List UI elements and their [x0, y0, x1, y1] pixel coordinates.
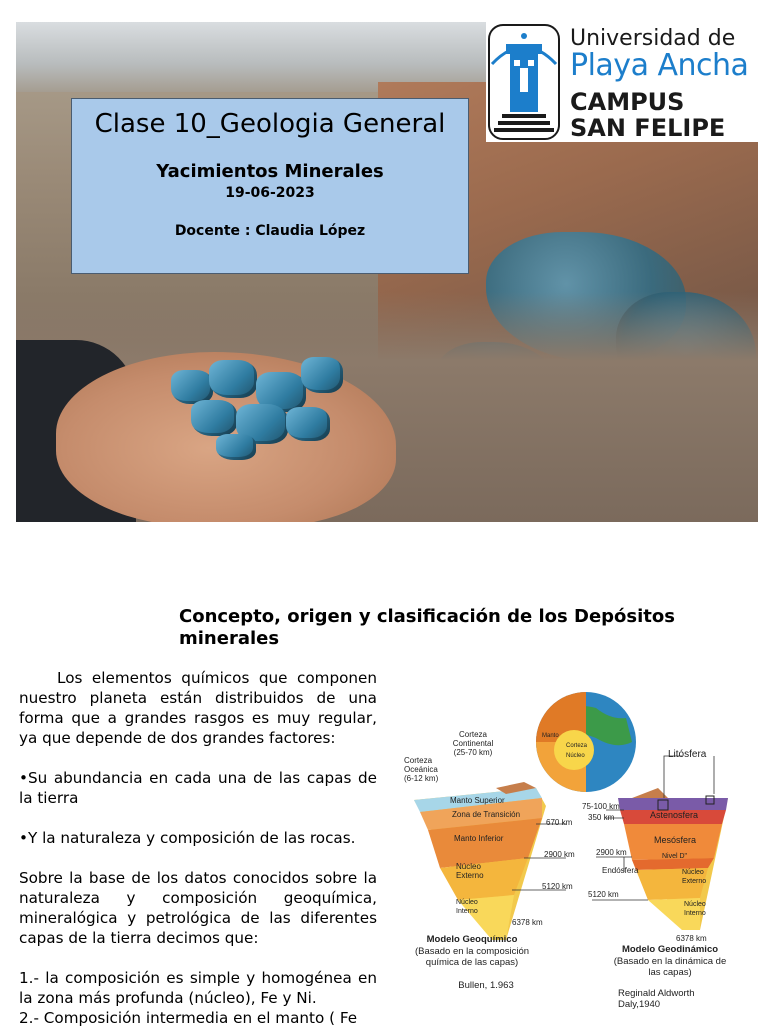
logo-text-line3: CAMPUS [570, 88, 685, 116]
paragraph: •Y la naturaleza y composición de las rocas. [19, 829, 356, 847]
caption-left-author: Bullen, 1.963 [458, 980, 514, 991]
label-350km: 350 km [588, 813, 615, 822]
label-2900km-right: 2900 km [596, 848, 627, 857]
slide-teacher: Docente : Claudia López [174, 223, 366, 239]
logo-text-line2: Playa Ancha [570, 48, 749, 83]
label-manto-superior: Manto Superior [450, 796, 505, 805]
label-5120km-right: 5120 km [588, 890, 619, 899]
label-mesosfera: Mesósfera [654, 835, 697, 845]
paragraph: 1.- la composición es simple y homogénea en la zona más profunda (núcleo), Fe y Ni. [19, 969, 377, 1007]
label-nivel-d: Nivel D" [662, 853, 688, 860]
label-astenosfera: Astenosfera [650, 810, 699, 820]
globe-label-nucleo: Núcleo [566, 753, 585, 759]
logo-text-line1: Universidad de [570, 26, 736, 51]
label-litosfera: Litósfera [668, 749, 707, 760]
label-nucleo-interno-right: Núcleo Interno [684, 901, 706, 917]
label-nucleo-externo: Núcleo Externo [456, 862, 484, 880]
label-corteza-oceanica: Corteza Oceánica (6-12 km) [404, 756, 439, 783]
label-nucleo-interno: Núcleo Interno [456, 899, 478, 915]
label-manto-inferior: Manto Inferior [454, 834, 504, 843]
globe-label-corteza: Corteza [566, 743, 588, 749]
lighthouse-icon [488, 24, 560, 140]
label-6378km-left: 6378 km [512, 918, 543, 927]
slide-subtitle: Yacimientos Minerales [156, 161, 384, 182]
paragraph: 2.- Composición intermedia en el manto ( Fe [19, 1009, 358, 1027]
body-text [19, 668, 377, 1028]
section-heading: Concepto, origen y clasificación de los Depósitos minerales [179, 606, 675, 649]
university-logo [486, 22, 758, 142]
paragraph: •Su abundancia en cada una de las capas de la tierra [19, 769, 377, 807]
slide-date: 19-06-2023 [225, 185, 315, 201]
label-75-100km: 75-100 km [582, 802, 620, 811]
blue-mineral-rocks [161, 352, 351, 462]
caption-right-title: Modelo Geodinámico [621, 944, 719, 955]
slide-title: Clase 10_Geologia General [94, 109, 446, 139]
earth-layers-figure [396, 690, 732, 1020]
paragraph: Sobre la base de los datos conocidos sobre la naturaleza y composición geoquímica, mineralógica y petrológica de las diferentes capas de la tierra decimos que: [19, 869, 377, 947]
label-endosfera: Endósfera [602, 866, 639, 875]
caption-right-author: Reginald Aldworth Daly,1940 [618, 988, 695, 1010]
label-zona-transicion: Zona de Transición [452, 810, 521, 819]
logo-text-line4: SAN FELIPE [570, 114, 726, 142]
caption-right-body: (Basado en la dinámica de las capas) [613, 956, 727, 978]
label-670km: 670 km [546, 818, 573, 827]
label-corteza-continental: Corteza Continental (25-70 km) [452, 730, 494, 757]
label-6378km-right: 6378 km [676, 934, 707, 943]
caption-left-body: (Basado en la composición química de las capas) [414, 946, 530, 968]
title-box [71, 98, 469, 274]
label-nucleo-externo-right: Núcleo Externo [682, 869, 707, 885]
label-2900km-left: 2900 km [544, 850, 575, 859]
globe-label-manto: Manto [542, 733, 559, 739]
paragraph: Los elementos químicos que componen nuestro planeta están distribuidos de una forma que a grandes rasgos es muy regular, ya que depende de dos grandes factores: [19, 669, 377, 747]
label-5120km-left: 5120 km [542, 882, 573, 891]
caption-left-title: Modelo Geoquímico [426, 934, 518, 945]
